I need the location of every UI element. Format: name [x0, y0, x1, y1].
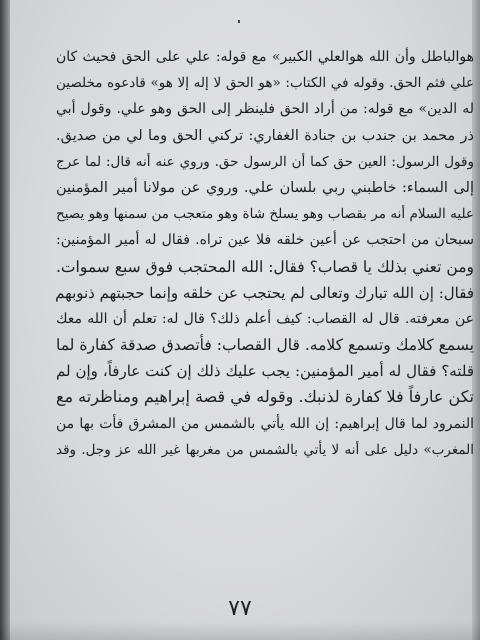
text-line: علي فثم الحق. وقوله في الكتاب: «هو الحق لا إله إلا هو» قادعوه مخلصين	[56, 75, 474, 92]
text-line: ومن تعني بذلك يا قصاب؟ فقال: الله المحتجب فوق سبع سموات.	[56, 257, 474, 276]
text-line: هوالباطل وأن الله هوالعلي الكبير» مع قوله: علي على الحق فحيث كان	[56, 49, 474, 65]
text-line: المغرب» دليل على أنه لا يأتي بالشمس من مغربها غير الله عز وجل. وقد	[56, 441, 474, 458]
text-line: تكن عارفاً فلا كفارة لذنبك. وقوله في قصة إبراهيم ومناظرته مع	[56, 387, 474, 407]
text-line: فقال: إن الله تبارك وتعالى لم يحتجب عن خلقه وإنما حجبتهم ذنوبهم	[55, 283, 474, 302]
text-line: له الدين» مع قوله: من أراد الحق فلينظر إلى الحق وهو علي. وقول أبي	[56, 101, 474, 118]
text-line: عليه السلام أنه مر بقصاب وهو يسلخ شاة وهو متعجب من سمنها وهو يصيح	[56, 206, 474, 223]
body-text	[56, 44, 474, 463]
text-line: قلته؟ فقال له أمير المؤمنين: يجب عليك ذلك إن كنت عارفاً، وإن لم	[56, 362, 474, 381]
text-line: عن معرفته. قال له القصاب: كيف أعلم ذلك؟ قال له: تعلم أن الله معك	[56, 310, 474, 327]
page-shadow	[0, 622, 480, 640]
text-line: سبحان من احتجب عن أعين خلقه فلا عين تراه. فقال له أمير المؤمنين:	[56, 232, 474, 249]
text-line: وقول الرسول: العين حق كما أن الرسول حق. وروي عنه أنه قال: لما عرج	[56, 153, 474, 170]
text-line: النمرود لما قال إبراهيم: إن الله يأتي بالشمس من المشرق فأت بها من	[56, 415, 474, 432]
page-number: ٧٧	[228, 596, 252, 621]
text-line: يسمع كلامك وتسمع كلامه. قال القصاب: فأتصدق صدقة كفارة لما	[56, 336, 474, 355]
text-line: إلى السماء: خاطبني ربي بلسان علي. وروي عن مولانا أمير المؤمنين	[56, 179, 474, 196]
text-line: ذر محمد بن جندب بن جنادة الغفاري: تركني الحق وما لي من صديق.	[56, 127, 474, 144]
page-speck	[238, 20, 240, 23]
